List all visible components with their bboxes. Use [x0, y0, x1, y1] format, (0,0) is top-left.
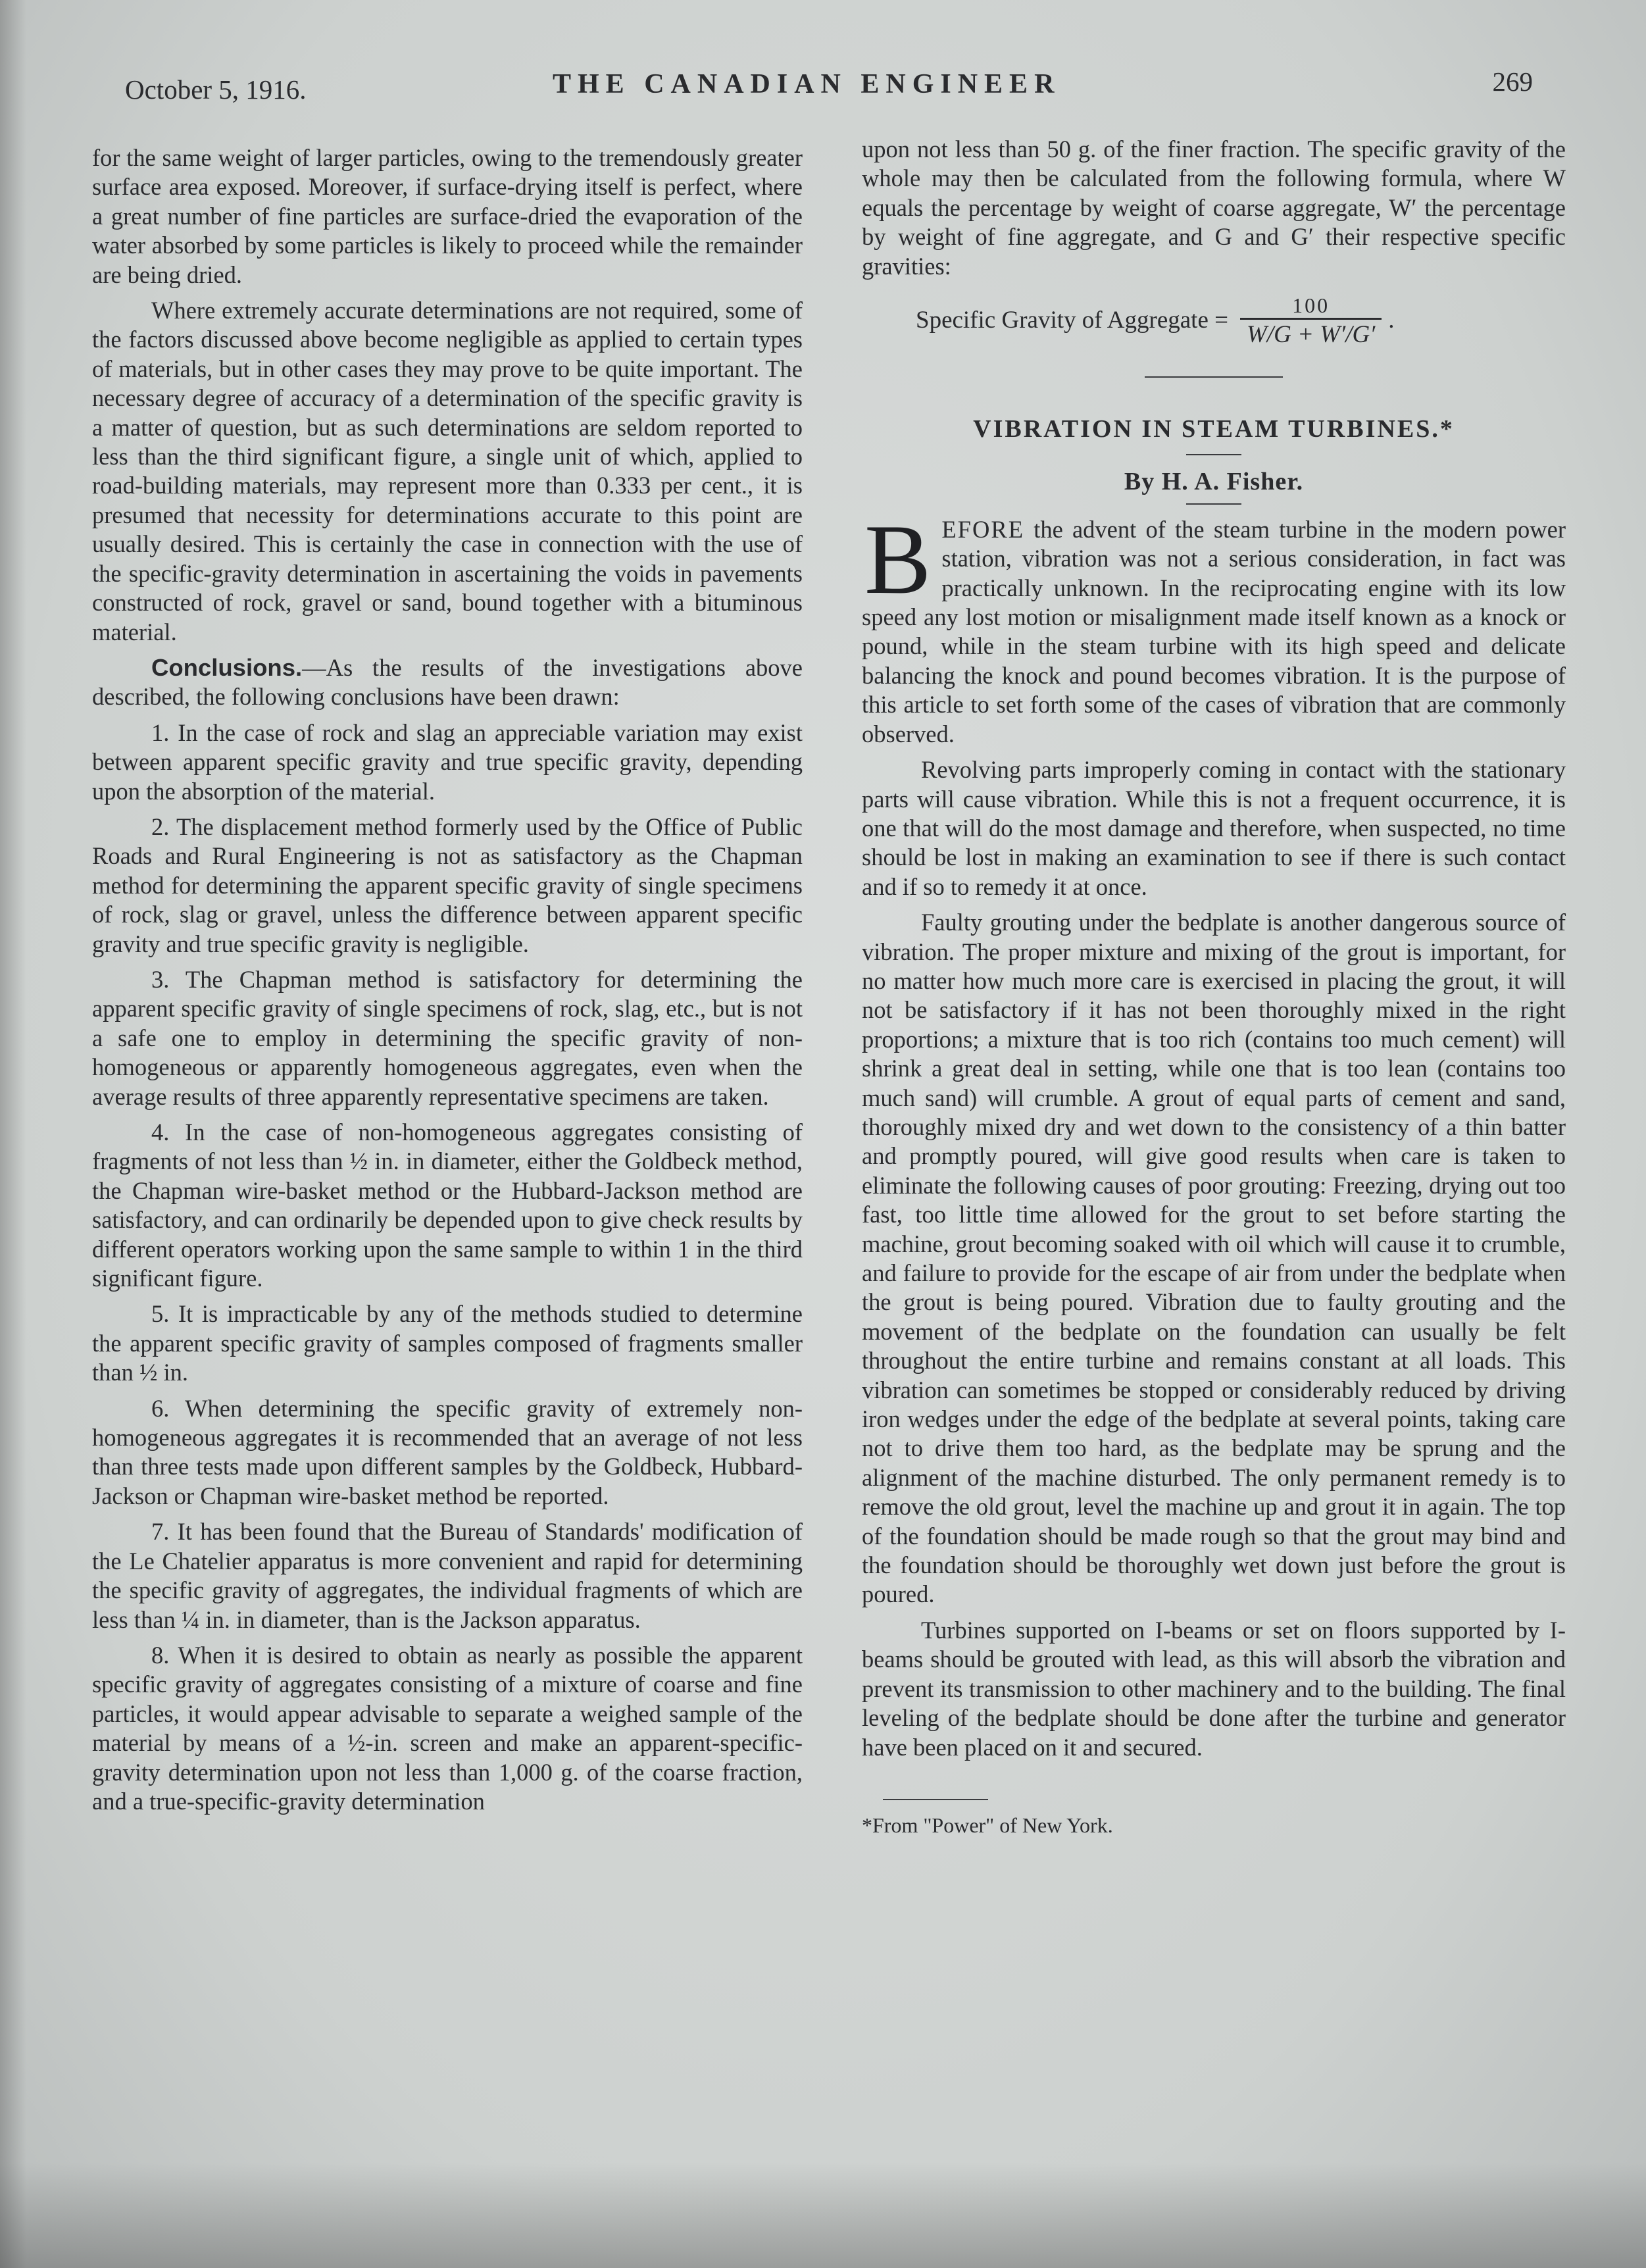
conclusion-item-7: 7. It has been found that the Bureau of Standards' modification of the Le Chatelier apparatus is more convenient and rapid for determining the specific gravity of aggregates, the individual fragments of which are less than ¼ in. in diameter, than is the Jackson apparatus. — [92, 1518, 803, 1633]
conclusion-item-3: 3. The Chapman method is satisfactory for determining the apparent specific gravity of single specimens of rock, slag, etc., but is not a safe one to employ in determining the specific gravity of non-homogeneous or apparently homogeneous aggregates, even when the average results of three apparently representative specimens are taken. — [92, 965, 803, 1110]
drop-cap: B — [864, 503, 932, 615]
article-paragraph-4: Turbines supported on I-beams or set on floors supported by I-beams should be grouted with lead, as this will absorb the vibration and prevent its transmission to other machinery and to the building. The final leveling of the bedplate should be done after the turbine and generator have been placed on it and secured. — [862, 1616, 1566, 1761]
page-edge-shadow-bottom — [0, 2163, 1646, 2268]
formula-fraction — [1240, 293, 1382, 349]
specific-gravity-formula — [916, 293, 1566, 349]
article-byline: By H. A. Fisher. — [1124, 468, 1304, 496]
conclusion-item-6: 6. When determining the specific gravity of extremely non-homogeneous aggregates it is recommended that an average of not less than three tests made upon different samples by the Goldbeck, Hubbard-Jackson or Chapman wire-basket method be reported. — [92, 1394, 803, 1509]
conclusions-intro: —As the results of the investigations above described, the following conclusions have been drawn: — [92, 653, 803, 711]
page-edge-shadow-left — [0, 0, 26, 2268]
running-header — [125, 66, 1533, 112]
conclusions-heading: Conclusions. — [151, 653, 303, 681]
conclusion-item-4: 4. In the case of non-homogeneous aggregates consisting of fragments of not less than ½ in. in diameter, either the Goldbeck method, the Chapman wire-basket method or the Hubbard-Jackson method are satisfactory, and can ordinarily be depended upon to give check results by different operators working upon the same sample to within 1 in the third significant figure. — [92, 1119, 803, 1292]
journal-title: THE CANADIAN ENGINEER — [553, 69, 1061, 99]
issue-date: October 5, 1916. — [125, 74, 307, 105]
formula-numerator: 100 — [1292, 293, 1330, 318]
article-paragraph-2: Revolving parts improperly coming in contact with the stationary parts will cause vibration. While this is not a frequent occurrence, it is one that will do the most damage and therefore, when suspected, no time should be lost in making an examination to see if there is such contact and if so to remedy it at once. — [862, 756, 1566, 900]
conclusion-item-5: 5. It is impracticable by any of the methods studied to determine the apparent specific gravity of samples composed of fragments smaller than ½ in. — [92, 1300, 803, 1386]
right-column — [862, 135, 1566, 1840]
article-paragraph-1 — [862, 503, 1566, 749]
paragraph-continued: for the same weight of larger particles, owing to the tremendously greater surface area exposed. Moreover, if surface-drying itself is perfect, where a great number of fine particles are surface-dried the evaporation of the water absorbed by some particles is likely to proceed while the remainder are being dried. — [92, 144, 803, 288]
section-divider — [1145, 376, 1283, 378]
formula-label: Specific Gravity of Aggregate = — [916, 307, 1228, 334]
conclusions-paragraph — [92, 653, 803, 712]
title-rule — [1186, 454, 1241, 455]
paragraph-1-text: the advent of the steam turbine in the modern power station, vibration was not a serious consideration, in fact was practically unknown. In the reciprocating engine with its low speed any lost motion or misalignment made itself known as a knock or pound, while in the steam turbine with its high speed and delicate balancing the knock and pound becomes vibration. It is the purpose of this article to set forth some of the cases of vibration that are commonly observed. — [862, 515, 1566, 747]
conclusion-item-8: 8. When it is desired to obtain as nearly as possible the apparent specific gravity of aggregates consisting of a mixture of coarse and fine particles, it would appear advisable to separate a weighed sample of the material by means of a ½-in. screen and make an apparent-specific-gravity determination upon not less than 1,000 g. of the coarse fraction, and a true-specific-gravity determination — [92, 1641, 803, 1815]
formula-denominator: W/G + W′/G′ — [1240, 318, 1382, 349]
footnote-rule — [883, 1799, 988, 1800]
conclusion-item-2: 2. The displacement method formerly used by the Office of Public Roads and Rural Engineering is not as satisfactory as the Chapman method for determining the apparent specific gravity of single specimens of rock, slag or gravel, unless the difference between apparent specific gravity and true specific gravity is negligible. — [92, 813, 803, 957]
byline-rule — [1186, 503, 1241, 505]
paragraph-accuracy: Where extremely accurate determinations are not required, some of the factors discussed above become negligible as applied to certain types of materials, but in other cases they may prove to be quite important. The necessary degree of accuracy of a determination of the specific gravity is a matter of question, but as such determinations are seldom reported to less than the third significant figure, a single unit of which, applied to road-building materials, may represent more than 0.333 per cent., it is presumed that necessity for determinations accurate to this point are usually desired. This is certainly the case in connection with the use of the specific-gravity determination in ascertaining the voids in pavements constructed of rock, gravel or sand, bound together with a bituminous material. — [92, 297, 803, 645]
article-title: VIBRATION IN STEAM TURBINES.* — [973, 415, 1455, 443]
article-paragraph-3: Faulty grouting under the bedplate is another dangerous source of vibration. The proper mixture and mixing of the grout is important, for no matter how much more care is exercised in placing the grout, it will not be satisfactory if it has not been thoroughly mixed in the right proportions; a mixture that is too rich (contains too much cement) will shrink a great deal in setting, while one that is too lean (contains too much sand) will crumble. A grout of equal parts of cement and sand, thoroughly mixed dry and wet down to the consistency of a thin batter and promptly poured, will give good results when care is taken to eliminate the following causes of poor grouting: Freezing, drying out too fast, too little time allowed for the grout to set before starting the machine, grout becoming soaked with oil which will cause it to crumble, and failure to provide for the escape of air from under the bedplate when the grout is being poured. Vibration due to faulty grouting and the movement of the bedplate on the foundation can usually be felt throughout the entire turbine and remains constant at all loads. This vibration can sometimes be stopped or considerably reduced by driving iron wedges under the edge of the bedplate at several points, taking care not to drive them too hard, as the bedplate may be sprung and the alignment of the machine disturbed. The only permanent remedy is to remove the old grout, level the machine up and grout it in again. The top of the foundation should be made rough so that the grout may bind and the foundation should be thoroughly wet down just before the grout is poured. — [862, 909, 1566, 1608]
conclusion-item-1: 1. In the case of rock and slag an appreciable variation may exist between apparent specific gravity and true specific gravity, depending upon the absorption of the material. — [92, 718, 803, 805]
paragraph-continued-right: upon not less than 50 g. of the finer fraction. The specific gravity of the whole may then be calculated from the following formula, where W equals the percentage by weight of coarse aggregate, W′ the percentage by weight of fine aggregate, and G and G′ their respective specific gravities: — [862, 136, 1566, 280]
formula-trailing: . — [1388, 307, 1395, 334]
footnote: *From "Power" of New York. — [862, 1813, 1113, 1837]
intro-small-caps: EFORE — [941, 515, 1024, 543]
left-column — [92, 143, 803, 1816]
page-number: 269 — [1492, 66, 1533, 97]
